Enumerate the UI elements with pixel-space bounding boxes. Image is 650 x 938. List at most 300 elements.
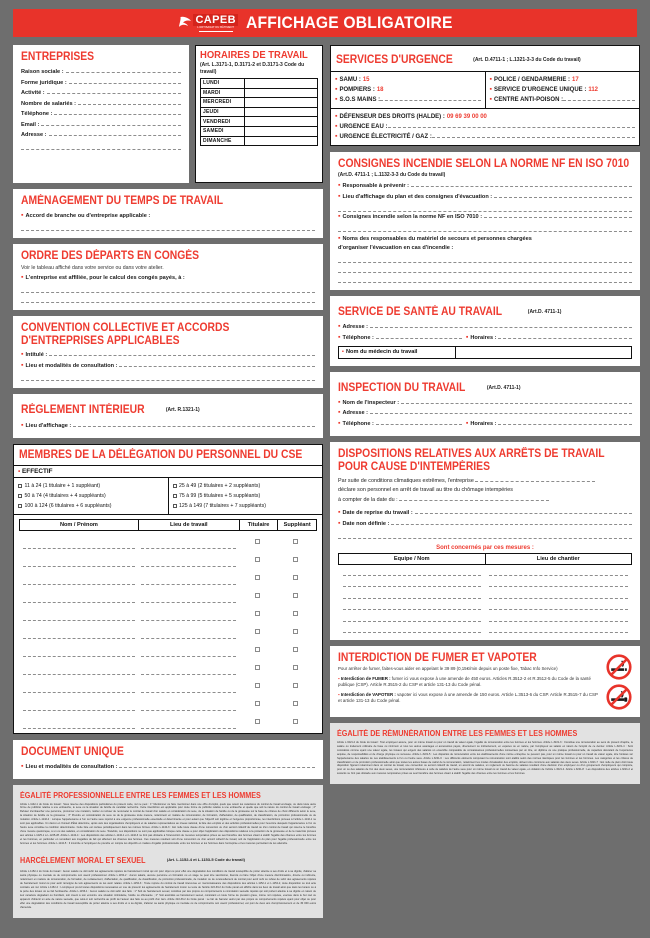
input-line[interactable] bbox=[21, 373, 315, 381]
fumer-icon-group bbox=[606, 652, 632, 710]
panel-intemperies bbox=[330, 442, 640, 641]
input-line[interactable] bbox=[23, 685, 136, 693]
field-lieu-affichage[interactable]: ▪ Lieu d'affichage : bbox=[21, 422, 315, 431]
cell-lieu-travail[interactable] bbox=[138, 585, 239, 603]
input-line[interactable] bbox=[489, 625, 628, 633]
cell-equipe-nom[interactable] bbox=[339, 599, 486, 611]
urgence-samu: ▪ SAMU : 15 bbox=[335, 76, 370, 83]
input-line[interactable] bbox=[78, 100, 181, 105]
sante-title: SERVICE DE SANTÉ AU TRAVAIL bbox=[338, 306, 503, 318]
input-line[interactable] bbox=[411, 182, 632, 187]
cell-suppleant[interactable] bbox=[278, 693, 317, 711]
table-row bbox=[201, 88, 318, 98]
medecin-value-field[interactable] bbox=[456, 347, 631, 358]
input-line[interactable] bbox=[370, 323, 632, 328]
cell-lieu-travail[interactable] bbox=[138, 603, 239, 621]
checkbox-icon[interactable] bbox=[255, 539, 260, 544]
cell-nom-prenom[interactable] bbox=[20, 693, 139, 711]
input-line[interactable] bbox=[338, 224, 632, 232]
input-line[interactable] bbox=[21, 295, 315, 303]
panel-consignes-incendie bbox=[330, 152, 640, 290]
urgence-eau[interactable]: ▪ URGENCE EAU : bbox=[335, 122, 635, 132]
input-line[interactable] bbox=[494, 193, 632, 198]
cell-titulaire[interactable] bbox=[239, 639, 278, 657]
table-row bbox=[339, 622, 632, 634]
input-line[interactable] bbox=[563, 96, 635, 101]
input-line[interactable] bbox=[376, 420, 462, 425]
cell-lieu-chantier[interactable] bbox=[485, 610, 632, 622]
col-lieu-chantier: Lieu de chantier bbox=[485, 553, 632, 564]
checkbox-icon[interactable] bbox=[173, 504, 177, 508]
panel-horaires-travail bbox=[195, 45, 323, 183]
checkbox-icon[interactable] bbox=[293, 719, 298, 724]
input-line[interactable] bbox=[141, 559, 236, 567]
input-line[interactable] bbox=[141, 613, 236, 621]
convention-title-line2: D'ENTREPRISES APPLICABLES bbox=[21, 335, 180, 347]
input-line[interactable] bbox=[69, 79, 181, 84]
cell-titulaire[interactable] bbox=[239, 549, 278, 567]
effectif-option[interactable]: 75 à 99 (5 titulaires + 5 suppléants) bbox=[173, 491, 319, 501]
input-line[interactable] bbox=[489, 602, 628, 610]
field-sante-telephone[interactable]: ▪ Téléphone : ▪ Horaires : bbox=[338, 334, 632, 343]
cell-lieu-travail[interactable] bbox=[138, 693, 239, 711]
cell-equipe-nom[interactable] bbox=[339, 587, 486, 599]
bullet-icon: ▪ bbox=[18, 467, 21, 475]
bullet-icon: ▪ bbox=[338, 419, 341, 427]
concerned-label: Sont concernés par ces mesures : bbox=[436, 544, 534, 551]
bullet-icon: ▪ bbox=[338, 323, 341, 330]
input-line[interactable] bbox=[119, 763, 315, 768]
urgence-header bbox=[331, 46, 639, 71]
cell-lieu-chantier[interactable] bbox=[485, 564, 632, 576]
panel-services-urgence bbox=[330, 45, 640, 146]
input-line[interactable] bbox=[23, 559, 136, 567]
cell-nom-prenom[interactable] bbox=[20, 585, 139, 603]
cell-nom-prenom[interactable] bbox=[20, 639, 139, 657]
input-line[interactable] bbox=[380, 96, 480, 101]
cell-lieu-chantier[interactable] bbox=[485, 599, 632, 611]
effectif-option[interactable]: 25 à 49 (2 titulaires + 2 suppléants) bbox=[173, 481, 319, 491]
input-line[interactable] bbox=[23, 613, 136, 621]
input-line[interactable] bbox=[343, 602, 482, 610]
input-line[interactable] bbox=[21, 285, 315, 293]
checkbox-icon[interactable] bbox=[173, 494, 177, 498]
checkbox-icon[interactable] bbox=[18, 484, 22, 488]
cell-titulaire[interactable] bbox=[239, 693, 278, 711]
cell-titulaire[interactable] bbox=[239, 675, 278, 693]
input-line[interactable] bbox=[343, 568, 482, 576]
incendie-title: CONSIGNES INCENDIE SELON LA NORME NF EN ISO 7010 bbox=[338, 158, 630, 170]
checkbox-icon[interactable] bbox=[255, 593, 260, 598]
cell-lieu-travail[interactable] bbox=[138, 549, 239, 567]
table-row bbox=[20, 711, 317, 729]
cell-suppleant[interactable] bbox=[278, 530, 317, 549]
cell-suppleant[interactable] bbox=[278, 567, 317, 585]
cell-lieu-chantier[interactable] bbox=[485, 622, 632, 634]
cse-effectif-bar: ▪ EFFECTIF bbox=[14, 466, 322, 478]
bullet-icon: ▪ bbox=[21, 212, 24, 219]
day-label: SAMEDI bbox=[201, 126, 245, 136]
field-adresse[interactable]: Adresse : bbox=[21, 131, 181, 140]
day-value-cell[interactable] bbox=[245, 88, 318, 98]
egalite-pro-title: ÉGALITÉ PROFESSIONNELLE ENTRE LES FEMMES ET LES HOMMES bbox=[20, 790, 261, 800]
urgence-numbers-grid bbox=[331, 71, 639, 108]
reglement-title: RÈGLEMENT INTÉRIEUR bbox=[21, 403, 145, 416]
input-line[interactable] bbox=[338, 204, 632, 212]
urgence-unique: ▪ SERVICE D'URGENCE UNIQUE : 112 bbox=[489, 86, 599, 93]
cell-equipe-nom[interactable] bbox=[339, 576, 486, 588]
input-line[interactable] bbox=[391, 520, 632, 525]
field-nombre-salaries[interactable]: Nombre de salariés : bbox=[21, 100, 181, 109]
bullet-icon: ▪ bbox=[338, 235, 341, 242]
cell-nom-prenom[interactable] bbox=[20, 549, 139, 567]
checkbox-icon[interactable] bbox=[18, 504, 22, 508]
bullet-icon: ▪ bbox=[465, 333, 469, 341]
day-value-cell[interactable] bbox=[245, 79, 318, 89]
input-line[interactable] bbox=[484, 213, 632, 218]
bullet-icon: ▪ bbox=[338, 398, 341, 406]
input-line[interactable] bbox=[388, 123, 636, 128]
medecin-travail-row bbox=[338, 346, 632, 359]
field-email[interactable]: Email : bbox=[21, 121, 181, 130]
cell-titulaire[interactable] bbox=[239, 603, 278, 621]
reglement-header bbox=[21, 400, 315, 418]
table-row bbox=[201, 126, 318, 136]
amenagement-title: AMÉNAGEMENT DU TEMPS DE TRAVAIL bbox=[21, 195, 224, 207]
bullet-icon: ▪ bbox=[338, 509, 341, 516]
bullet-icon: ▪ bbox=[21, 351, 24, 358]
reglement-legal: (Art. R.1321-1) bbox=[165, 406, 200, 413]
cell-suppleant[interactable] bbox=[278, 603, 317, 621]
harcelement-legal: (Art. L.1152-4 et L.1153-5 Code du travail) bbox=[166, 857, 245, 863]
urgence-sos-mains[interactable]: ▪ S.O.S MAINS : bbox=[335, 95, 481, 105]
checkbox-icon[interactable] bbox=[293, 557, 298, 562]
field-noms-responsables: ▪ Noms des responsables du matériel de secours et personnes chargées d'organiser l'évacuation en cas d'incendie : bbox=[338, 235, 532, 251]
field-lieu-consultation-du[interactable]: ▪ Lieu et modalités de consultation : bbox=[21, 763, 315, 772]
intemperies-paragraph: Par suite de conditions climatiques extrêmes, l'entreprise bbox=[338, 477, 632, 487]
input-line[interactable] bbox=[338, 265, 632, 273]
field-forme-juridique[interactable]: Forme juridique : bbox=[21, 79, 181, 88]
checkbox-icon[interactable] bbox=[255, 647, 260, 652]
checkbox-icon[interactable] bbox=[293, 701, 298, 706]
inspection-title: INSPECTION DU TRAVAIL bbox=[338, 381, 466, 394]
field-responsable-prevenir[interactable]: ▪ Responsable à prévenir : bbox=[338, 182, 632, 191]
effectif-column-right bbox=[168, 478, 323, 514]
panel-inspection-travail bbox=[330, 372, 640, 436]
input-line[interactable] bbox=[141, 631, 236, 639]
bullet-icon: ▪ bbox=[335, 113, 338, 120]
field-accord-branche[interactable]: ▪ Accord de branche ou d'entreprise applicable : bbox=[21, 212, 151, 219]
left-column bbox=[13, 45, 323, 918]
sante-legal: (Art.D. 4711-1) bbox=[527, 309, 562, 315]
checkbox-icon[interactable] bbox=[293, 575, 298, 580]
checkbox-icon[interactable] bbox=[255, 575, 260, 580]
input-line[interactable] bbox=[489, 614, 628, 622]
checkbox-icon[interactable] bbox=[293, 593, 298, 598]
cell-equipe-nom[interactable] bbox=[339, 610, 486, 622]
checkbox-icon[interactable] bbox=[255, 665, 260, 670]
day-label: DIMANCHE bbox=[201, 136, 245, 146]
day-value-cell[interactable] bbox=[245, 136, 318, 146]
field-lieu-affichage-plan[interactable]: ▪ Lieu d'affichage du plan et des consignes d'évacuation : bbox=[338, 193, 632, 202]
cell-lieu-travail[interactable] bbox=[138, 621, 239, 639]
capeb-swoosh-icon bbox=[179, 15, 192, 31]
bullet-icon: ▪ bbox=[21, 361, 24, 369]
checkbox-icon[interactable] bbox=[255, 611, 260, 616]
input-line[interactable] bbox=[141, 595, 236, 603]
field-inspection-adresse[interactable]: ▪ Adresse : bbox=[338, 409, 632, 418]
urgence-legal: (Art. D.4711-1 ; L.1321-3-3 du Code du travail) bbox=[473, 57, 581, 63]
input-line[interactable] bbox=[370, 409, 632, 414]
day-value-cell[interactable] bbox=[245, 98, 318, 108]
intemperies-paragraph-2: déclare son personnel en arrêt de travail au titre du chômage intempéries bbox=[338, 487, 513, 493]
col-suppleant: Suppléant bbox=[278, 519, 317, 530]
table-row bbox=[339, 576, 632, 588]
cell-nom-prenom[interactable] bbox=[20, 567, 139, 585]
cell-lieu-chantier[interactable] bbox=[485, 587, 632, 599]
table-row bbox=[201, 136, 318, 146]
day-value-cell[interactable] bbox=[245, 126, 318, 136]
cell-nom-prenom[interactable] bbox=[20, 711, 139, 729]
capeb-logo bbox=[179, 14, 238, 33]
bullet-icon: ▪ bbox=[21, 274, 24, 281]
input-line[interactable] bbox=[141, 649, 236, 657]
input-line[interactable] bbox=[489, 568, 628, 576]
table-header-row bbox=[20, 519, 317, 530]
urgence-bottom-block bbox=[331, 108, 639, 145]
urgence-anti-poison[interactable]: ▪ CENTRE ANTI-POISON : bbox=[490, 95, 636, 105]
field-affiliation-conges[interactable]: ▪ L'entreprise est affiliée, pour le calcul des congés payés, à : bbox=[21, 274, 185, 281]
fumer-item-fumer: ▪ Interdiction de FUMER : fumer ici vous expose à une amende de 450 euros. Articles R.3512-2 et R.3512-5 du Code de la santé publique (CSP). Article R.3515-2 du CSP et article 131-13 du Code pénal. bbox=[338, 675, 591, 688]
effectif-option[interactable]: 125 à 149 (7 titulaires + 7 suppléants) bbox=[173, 501, 319, 511]
input-line[interactable] bbox=[489, 579, 628, 587]
panel-interdiction-fumer bbox=[330, 646, 640, 717]
panel-service-sante bbox=[330, 296, 640, 366]
field-inspection-telephone[interactable]: ▪ Téléphone : ▪ Horaires : bbox=[338, 420, 632, 429]
urgence-electricite-gaz[interactable]: ▪ URGENCE ÉLECTRICITÉ / GAZ : bbox=[335, 132, 635, 142]
field-raison-sociale[interactable]: Raison sociale : bbox=[21, 68, 181, 77]
input-line[interactable] bbox=[23, 649, 136, 657]
checkbox-icon[interactable] bbox=[255, 557, 260, 562]
field-telephone[interactable]: Téléphone : bbox=[21, 110, 181, 119]
cell-titulaire[interactable] bbox=[239, 585, 278, 603]
checkbox-icon[interactable] bbox=[293, 629, 298, 634]
checkbox-icon[interactable] bbox=[173, 484, 177, 488]
panel-cse bbox=[13, 444, 323, 734]
input-line[interactable] bbox=[47, 89, 181, 94]
checkbox-icon[interactable] bbox=[255, 683, 260, 688]
no-vaping-icon bbox=[606, 684, 632, 710]
input-line[interactable] bbox=[415, 509, 632, 514]
checkbox-icon[interactable] bbox=[293, 611, 298, 616]
cell-lieu-travail[interactable] bbox=[138, 530, 239, 549]
input-line[interactable] bbox=[498, 334, 632, 339]
effectif-option[interactable]: 100 à 124 (6 titulaires + 6 suppléants) bbox=[18, 501, 164, 511]
bullet-icon: ▪ bbox=[338, 519, 341, 527]
horaires-legal: (Art. L.3171-1, D.3171-2 et D.3171-3 Code du travail) bbox=[200, 62, 305, 75]
input-line[interactable] bbox=[401, 399, 632, 404]
input-line[interactable] bbox=[23, 721, 136, 729]
day-label: VENDREDI bbox=[201, 117, 245, 127]
field-date-reprise[interactable]: ▪ Date de reprise du travail : bbox=[338, 509, 632, 518]
checkbox-icon[interactable] bbox=[255, 629, 260, 634]
table-row bbox=[201, 117, 318, 127]
bullet-icon: ▪ bbox=[335, 123, 338, 130]
table-row bbox=[20, 639, 317, 657]
fumer-text-block bbox=[338, 652, 600, 705]
bullet-icon: ▪ bbox=[338, 182, 341, 189]
input-line[interactable] bbox=[49, 131, 182, 136]
fumer-item-vapoter: ▪ Interdiction de VAPOTER : vapoter ici vous expose à une amende de 150 euros. Article L.3513-6 du CSP. Article R.3515-7 du CSP et article 131-13 du Code pénal. bbox=[338, 691, 598, 704]
checkbox-icon[interactable] bbox=[255, 701, 260, 706]
input-line[interactable] bbox=[141, 577, 236, 585]
cell-titulaire[interactable] bbox=[239, 530, 278, 549]
field-intitule[interactable]: ▪ Intitulé : bbox=[21, 351, 315, 360]
input-line[interactable] bbox=[338, 255, 632, 263]
input-line[interactable] bbox=[23, 631, 136, 639]
input-line[interactable] bbox=[66, 68, 181, 73]
input-line[interactable] bbox=[343, 625, 482, 633]
table-row bbox=[20, 693, 317, 711]
cell-suppleant[interactable] bbox=[278, 585, 317, 603]
field-date-non-definie[interactable]: ▪ Date non définie : bbox=[338, 520, 632, 529]
bullet-icon: ▪ bbox=[338, 691, 340, 697]
field-nom-inspecteur[interactable]: ▪ Nom de l'inspecteur : bbox=[338, 399, 632, 408]
checkbox-icon[interactable] bbox=[293, 665, 298, 670]
input-line[interactable] bbox=[343, 579, 482, 587]
input-line[interactable] bbox=[489, 591, 628, 599]
capeb-tagline: L'ARTISANAT DU BÂTIMENT bbox=[197, 25, 235, 29]
table-row bbox=[20, 567, 317, 585]
cell-nom-prenom[interactable] bbox=[20, 530, 139, 549]
input-line[interactable] bbox=[399, 496, 549, 501]
cell-suppleant[interactable] bbox=[278, 711, 317, 729]
bullet-icon: ▪ bbox=[465, 419, 469, 427]
input-line[interactable] bbox=[41, 121, 181, 126]
day-label: MERCREDI bbox=[201, 98, 245, 108]
cell-suppleant[interactable] bbox=[278, 657, 317, 675]
bullet-icon: ▪ bbox=[338, 213, 341, 220]
egalite-remu-title: ÉGALITÉ DE RÉMUNÉRATION ENTRE LES FEMMES ET LES HOMMES bbox=[337, 729, 578, 738]
field-lieu-consultation-convention[interactable]: ▪ Lieu et modalités de consultation : bbox=[21, 362, 315, 371]
input-line[interactable] bbox=[338, 531, 632, 539]
input-line[interactable] bbox=[376, 334, 462, 339]
input-line[interactable] bbox=[23, 541, 136, 549]
input-line[interactable] bbox=[49, 351, 315, 356]
bullet-icon: ▪ bbox=[489, 76, 492, 83]
effectif-option[interactable]: 11 à 24 (1 titulaire + 1 suppléant) bbox=[18, 481, 164, 491]
input-line[interactable] bbox=[141, 685, 236, 693]
input-line[interactable] bbox=[119, 362, 315, 367]
day-value-cell[interactable] bbox=[245, 117, 318, 127]
cell-lieu-travail[interactable] bbox=[138, 657, 239, 675]
panel-egalite-professionnelle bbox=[13, 785, 323, 918]
input-line[interactable] bbox=[475, 477, 595, 482]
cell-lieu-travail[interactable] bbox=[138, 711, 239, 729]
bullet-icon: ▪ bbox=[338, 675, 340, 681]
urgence-pompiers: ▪ POMPIERS : 18 bbox=[335, 86, 384, 93]
cell-titulaire[interactable] bbox=[239, 621, 278, 639]
input-line[interactable] bbox=[338, 275, 632, 283]
cell-nom-prenom[interactable] bbox=[20, 675, 139, 693]
cell-nom-prenom[interactable] bbox=[20, 657, 139, 675]
medecin-label: ▪ Nom du médecin du travail bbox=[339, 347, 456, 358]
input-line[interactable] bbox=[21, 223, 315, 231]
field-consignes-norme[interactable]: ▪ Consignes incendie selon la norme NF en ISO 7010 : bbox=[338, 213, 632, 222]
input-line[interactable] bbox=[343, 591, 482, 599]
cell-lieu-travail[interactable] bbox=[138, 675, 239, 693]
cell-nom-prenom[interactable] bbox=[20, 621, 139, 639]
cell-nom-prenom[interactable] bbox=[20, 603, 139, 621]
input-line[interactable] bbox=[141, 541, 236, 549]
field-activite[interactable]: Activité : bbox=[21, 89, 181, 98]
panel-reglement-interieur bbox=[13, 394, 323, 438]
cell-suppleant[interactable] bbox=[278, 621, 317, 639]
cse-effectif-options bbox=[14, 478, 322, 515]
input-line[interactable] bbox=[141, 667, 236, 675]
input-line[interactable] bbox=[432, 133, 635, 138]
cell-titulaire[interactable] bbox=[239, 657, 278, 675]
field-sante-adresse[interactable]: ▪ Adresse : bbox=[338, 323, 632, 332]
day-value-cell[interactable] bbox=[245, 107, 318, 117]
panel-convention-collective bbox=[13, 316, 323, 388]
horaires-title: HORAIRES DE TRAVAIL bbox=[200, 49, 308, 61]
input-line[interactable] bbox=[54, 110, 181, 115]
document-unique-title: DOCUMENT UNIQUE bbox=[21, 745, 124, 758]
input-line[interactable] bbox=[23, 667, 136, 675]
cell-equipe-nom[interactable] bbox=[339, 564, 486, 576]
capeb-rule bbox=[199, 31, 233, 33]
effectif-option[interactable]: 50 à 74 (4 titulaires + 4 suppléants) bbox=[18, 491, 164, 501]
input-line[interactable] bbox=[141, 703, 236, 711]
input-line[interactable] bbox=[141, 721, 236, 729]
input-line[interactable] bbox=[498, 420, 632, 425]
cell-lieu-travail[interactable] bbox=[138, 567, 239, 585]
sante-header bbox=[338, 302, 632, 320]
checkbox-icon[interactable] bbox=[293, 683, 298, 688]
checkbox-icon[interactable] bbox=[293, 647, 298, 652]
input-line[interactable] bbox=[23, 595, 136, 603]
cell-titulaire[interactable] bbox=[239, 711, 278, 729]
cell-suppleant[interactable] bbox=[278, 675, 317, 693]
input-line[interactable] bbox=[23, 577, 136, 585]
cell-suppleant[interactable] bbox=[278, 639, 317, 657]
cell-lieu-chantier[interactable] bbox=[485, 576, 632, 588]
panel-egalite-remuneration bbox=[330, 723, 640, 784]
input-line[interactable] bbox=[21, 142, 181, 150]
cell-titulaire[interactable] bbox=[239, 567, 278, 585]
table-row bbox=[20, 621, 317, 639]
cell-lieu-travail[interactable] bbox=[138, 639, 239, 657]
table-row bbox=[20, 530, 317, 549]
panel-amenagement-temps bbox=[13, 189, 323, 238]
cell-suppleant[interactable] bbox=[278, 549, 317, 567]
panel-ordre-conges bbox=[13, 244, 323, 310]
input-line[interactable] bbox=[73, 422, 315, 427]
cell-equipe-nom[interactable] bbox=[339, 622, 486, 634]
input-line[interactable] bbox=[23, 703, 136, 711]
day-label: MARDI bbox=[201, 88, 245, 98]
checkbox-icon[interactable] bbox=[18, 494, 22, 498]
input-line[interactable] bbox=[343, 614, 482, 622]
col-nom-prenom: Nom / Prénom bbox=[20, 519, 139, 530]
page-header bbox=[13, 9, 637, 37]
urgence-column-right bbox=[485, 72, 640, 108]
table-header-row bbox=[339, 553, 632, 564]
checkbox-icon[interactable] bbox=[293, 539, 298, 544]
checkbox-icon[interactable] bbox=[255, 719, 260, 724]
col-equipe-nom: Equipe / Nom bbox=[339, 553, 486, 564]
